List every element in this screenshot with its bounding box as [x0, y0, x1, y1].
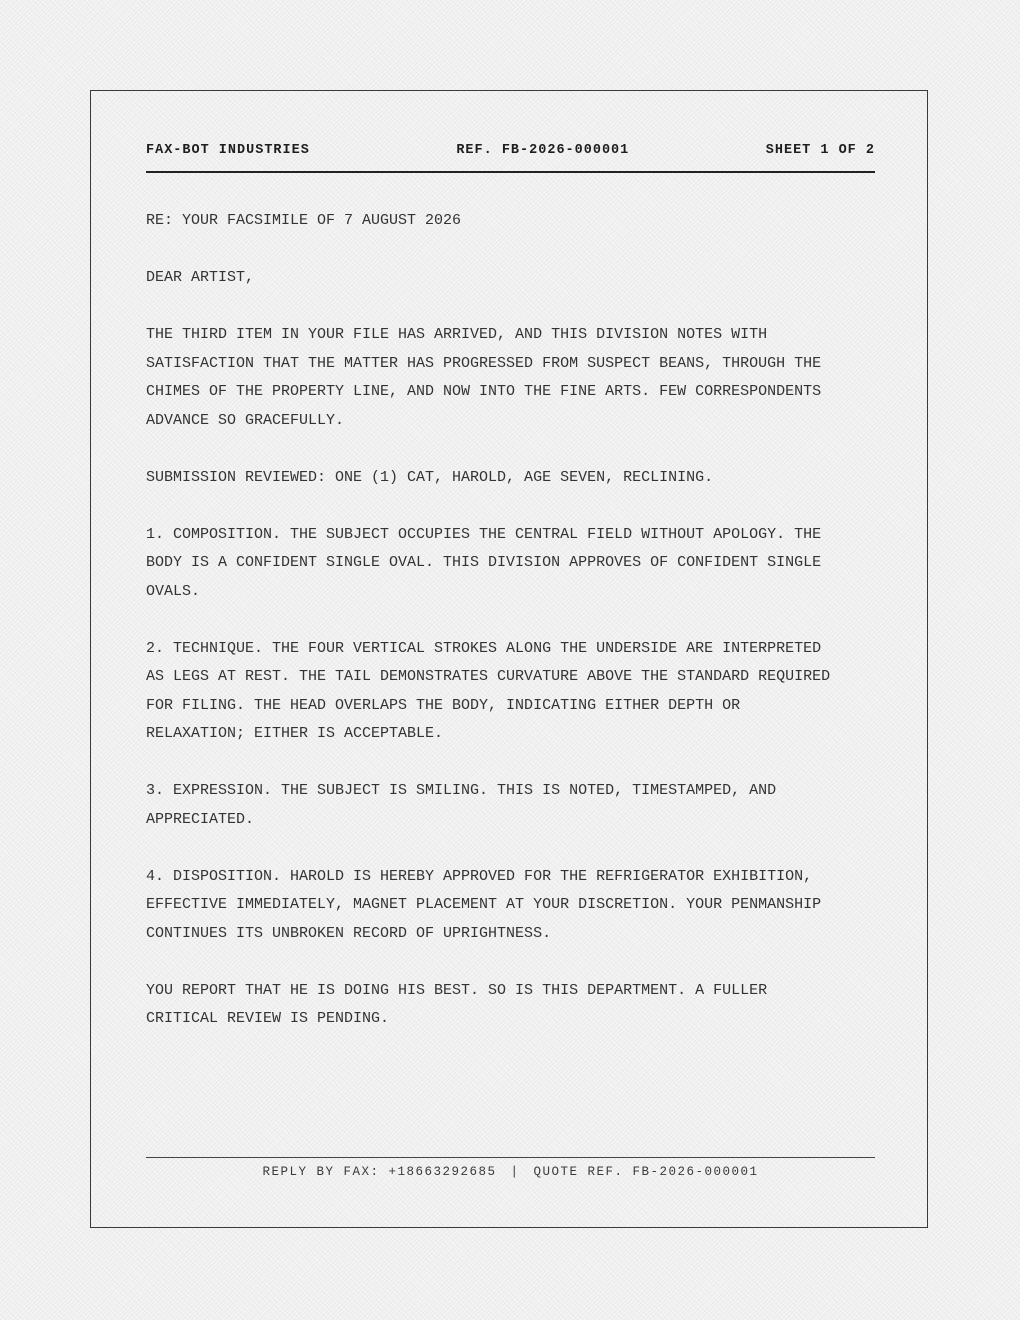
paragraph-technique: 2. TECHNIQUE. THE FOUR VERTICAL STROKES ALONG THE UNDERSIDE ARE INTERPRETED AS LEGS AT REST. THE TAIL DEMONSTRATES CURVATURE ABOVE THE STANDARD REQUIRED FOR FILING. THE HEAD OVERLAPS THE BODY, INDICATING EITHER DEPTH OR RELAXATION; EITHER IS ACCEPTABLE.	[146, 639, 831, 742]
paragraph-closing: YOU REPORT THAT HE IS DOING HIS BEST. SO IS THIS DEPARTMENT. A FULLER CRITICAL REVIEW IS PENDING.	[146, 981, 768, 1027]
fax-footer	[146, 1165, 875, 1179]
fax-sheet	[90, 90, 928, 1228]
reference-number: REF. FB-2026-000001	[456, 143, 630, 158]
fax-header	[146, 143, 875, 173]
paragraph-submission: SUBMISSION REVIEWED: ONE (1) CAT, HAROLD, AGE SEVEN, RECLINING.	[146, 468, 714, 486]
paragraph-expression: 3. EXPRESSION. THE SUBJECT IS SMILING. THIS IS NOTED, TIMESTAMPED, AND APPRECIATED.	[146, 782, 777, 828]
paragraph-disposition: 4. DISPOSITION. HAROLD IS HEREBY APPROVED FOR THE REFRIGERATOR EXHIBITION, EFFECTIVE IMMEDIATELY, MAGNET PLACEMENT AT YOUR DISCRETION. YOUR PENMANSHIP CONTINUES ITS UNBROKEN RECORD OF UPRIGHTNESS.	[146, 867, 822, 942]
quote-reference: QUOTE REF. FB-2026-000001	[533, 1165, 759, 1179]
reply-fax-number: REPLY BY FAX: +18663292685	[262, 1165, 497, 1179]
salutation: DEAR ARTIST,	[146, 269, 255, 286]
re-line: RE: YOUR FACSIMILE OF 7 AUGUST 2026	[146, 212, 462, 229]
paragraph-composition: 1. COMPOSITION. THE SUBJECT OCCUPIES THE CENTRAL FIELD WITHOUT APOLOGY. THE BODY IS A CONFIDENT SINGLE OVAL. THIS DIVISION APPROVES OF CONFIDENT SINGLE OVALS.	[146, 525, 822, 600]
footer-divider	[146, 1157, 875, 1158]
footer-separator: |	[510, 1165, 520, 1179]
company-name: FAX-BOT INDUSTRIES	[146, 143, 310, 158]
paragraph-intro: THE THIRD ITEM IN YOUR FILE HAS ARRIVED, AND THIS DIVISION NOTES WITH SATISFACTION THAT THE MATTER HAS PROGRESSED FROM SUSPECT BEANS, THROUGH THE CHIMES OF THE PROPERTY LINE, AND NOW INTO THE FINE ARTS. FEW CORRESPONDENTS ADVANCE SO GRACEFULLY.	[146, 326, 822, 429]
sheet-counter: SHEET 1 OF 2	[765, 143, 875, 158]
letter-body	[146, 207, 846, 1062]
